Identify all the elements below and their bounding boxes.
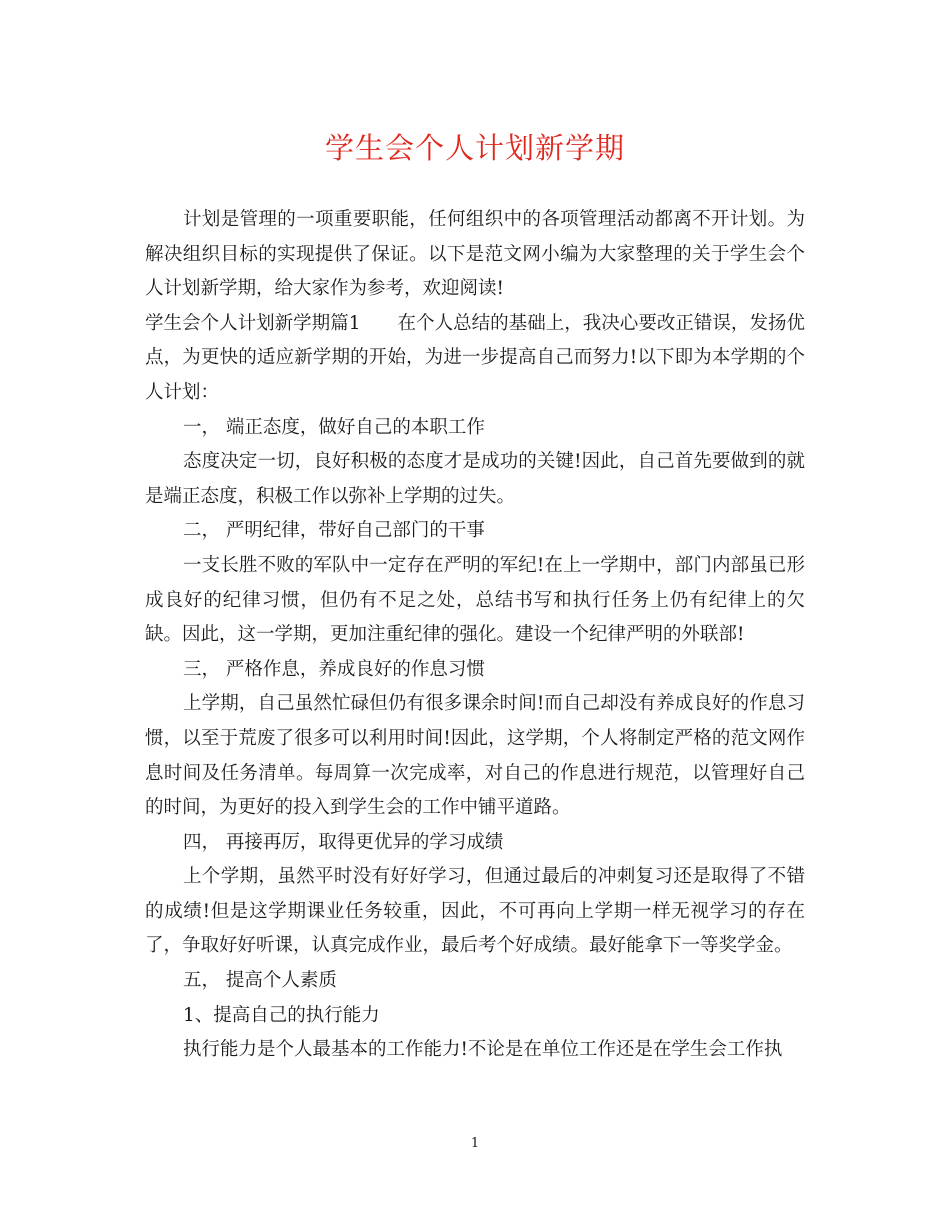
- paragraph-item-3: 上学期，自己虽然忙碌但仍有很多课余时间!而自己却没有养成良好的作息习惯，以至于荒废了很多可以利用时间!因此，这学期，个人将制定严格的范文网作息时间及任务清单。每周算一次完成率，对自己的作息进行规范，以管理好自己的时间，为更好的投入到学生会的工作中铺平道路。: [145, 693, 805, 819]
- paragraph-item-2: 一支长胜不败的军队中一定存在严明的军纪!在上一学期中，部门内部虽已形成良好的纪律习惯，但仍有不足之处，总结书写和执行任务上仍有纪律上的欠缺。因此，这一学期，更加注重纪律的强化。建设一个纪律严明的外联部!: [145, 554, 805, 646]
- paragraph-item-1: 态度决定一切，良好积极的态度才是成功的关键!因此，自己首先要做到的就是端正态度，积极工作以弥补上学期的过失。: [145, 451, 805, 507]
- document-title: 学生会个人计划新学期: [324, 131, 625, 165]
- paragraph-section-1: 学生会个人计划新学期篇1 在个人总结的基础上，我决心要改正错误，发扬优点，为更快的适应新学期的开始，为进一步提高自己而努力!以下即为本学期的个人计划：: [145, 312, 805, 403]
- heading-item-2: 二， 严明纪律，带好自己部门的干事: [183, 520, 485, 542]
- paragraph-item-4: 上个学期，虽然平时没有好好学习，但通过最后的冲刺复习还是取得了不错的成绩!但是这学期课业任务较重，因此，不可再向上学期一样无视学习的存在了，争取好好听课，认真完成作业，最后考个好成绩。最好能拿下一等奖学金。: [145, 866, 805, 957]
- subheading-item-5-1: 1、提高自己的执行能力: [183, 1004, 380, 1026]
- paragraph-item-5-1: 执行能力是个人最基本的工作能力!不论是在单位工作还是在学生会工作执: [183, 1039, 783, 1061]
- heading-item-3: 三， 严格作息，养成良好的作息习惯: [183, 658, 485, 680]
- heading-item-5: 五， 提高个人素质: [183, 970, 337, 992]
- paragraph-intro: 计划是管理的一项重要职能，任何组织中的各项管理活动都离不开计划。为解决组织目标的实现提供了保证。以下是范文网小编为大家整理的关于学生会个人计划新学期，给大家作为参考，欢迎阅读!: [145, 209, 805, 300]
- document-body: [145, 203, 805, 1068]
- page-number: 1: [470, 1136, 480, 1151]
- heading-item-1: 一， 端正态度，做好自己的本职工作: [183, 416, 485, 438]
- heading-item-4: 四， 再接再厉，取得更优异的学习成绩: [183, 831, 504, 853]
